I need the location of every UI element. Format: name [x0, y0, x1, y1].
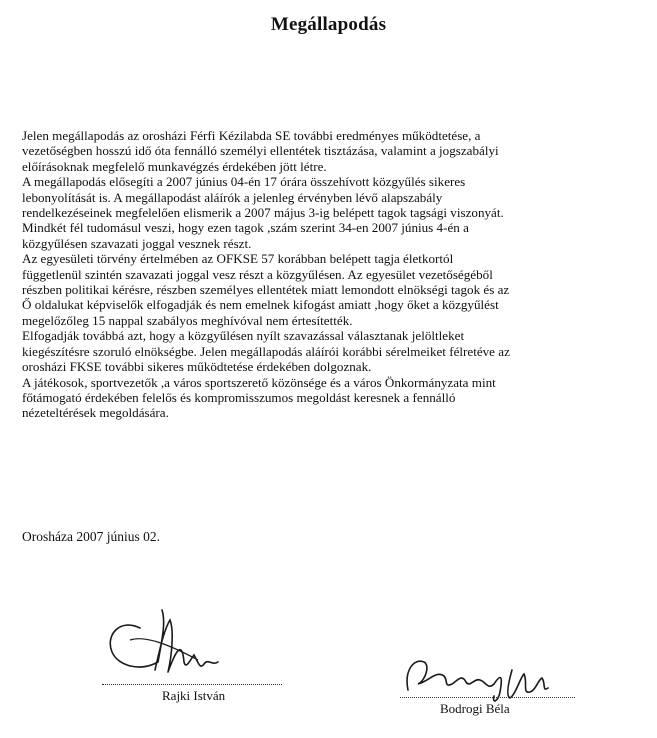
body-line: orosházi FKSE további sikeres működtetése érdekében dolgoznak.: [22, 359, 372, 375]
body-line: vezetőségben hosszú idő óta fennálló személyi ellentétek tisztázása, valamint a jogszabályi: [22, 143, 499, 159]
body-line: előírásoknak megfelelő munkavégzés érdekében jött létre.: [22, 158, 327, 174]
body-line: lebonyolítását is. A megállapodást aláírók a jelenleg érvényben lévő alapszabály: [22, 189, 443, 205]
body-line: nézeteltérések megoldására.: [22, 405, 169, 421]
body-line: közgyűlésen szavazati joggal vesznek részt.: [22, 235, 252, 251]
body-line: Elfogadják továbbá azt, hogy a közgyűlésen nyílt szavazással választanak jelöltleket: [22, 328, 465, 344]
body-line: Ő oldalukat képviselők elfogadják és nem emelnek kifogást amiatt ,hogy őket a közgyűlést: [22, 297, 499, 313]
body-line: főtámogató érdekében felelős és kompromisszumos megoldást keresnek a fennálló: [22, 389, 456, 405]
body-line: A játékosok, sportvezetők ,a város sportszerető közönsége és a város Önkormányzata mint: [22, 374, 496, 390]
signature-bodrogi: [400, 640, 570, 710]
body-line: kiegészítésre szoruló elnökségbe. Jelen megállapodás aláírói korábbi sérelmeiket félretéve az: [22, 343, 510, 359]
body-line: Az egyesületi törvény értelmében az OFKSE 57 korábban belépett tagja életkortól: [22, 251, 454, 267]
body-line: rendelkezéseinek megfelelően elismerik a 2007 május 3-ig belépett tagok tagsági viszonyát.: [22, 205, 504, 221]
body-line: részben politikai kérésre, részben személyes ellentétek miatt lemondott elnökségi tagok és az: [22, 282, 510, 298]
body-line: A megállapodás elősegíti a 2007 június 04-én 17 órára összehívott közgyűlés sikeres: [22, 174, 466, 190]
body-line: Mindkét fél tudomásul veszi, hogy ezen tagok ,szám szerint 34-en 2007 június 4-én a: [22, 220, 469, 236]
signature-line-bodrogi: [400, 697, 575, 698]
signature-line-rajki: [102, 684, 282, 685]
agreement-body: [22, 128, 642, 421]
body-line: megelőzőleg 15 nappal szabályos meghívóval nem értesítették.: [22, 312, 353, 328]
document-title: Megállapodás: [270, 14, 387, 35]
date-line: Orosháza 2007 június 02.: [22, 529, 160, 544]
body-line: függetlenül szintén szavazati joggal vesz részt a közgyűlésen. Az egyesület vezetőségéből: [22, 266, 493, 282]
signatory-name-rajki: Rajki István: [162, 688, 226, 703]
signature-rajki: [100, 600, 230, 685]
signatory-name-bodrogi: Bodrogi Béla: [440, 701, 510, 716]
body-line: Jelen megállapodás az orosházi Férfi Kézilabda SE további eredményes működtetése, a: [22, 128, 481, 143]
